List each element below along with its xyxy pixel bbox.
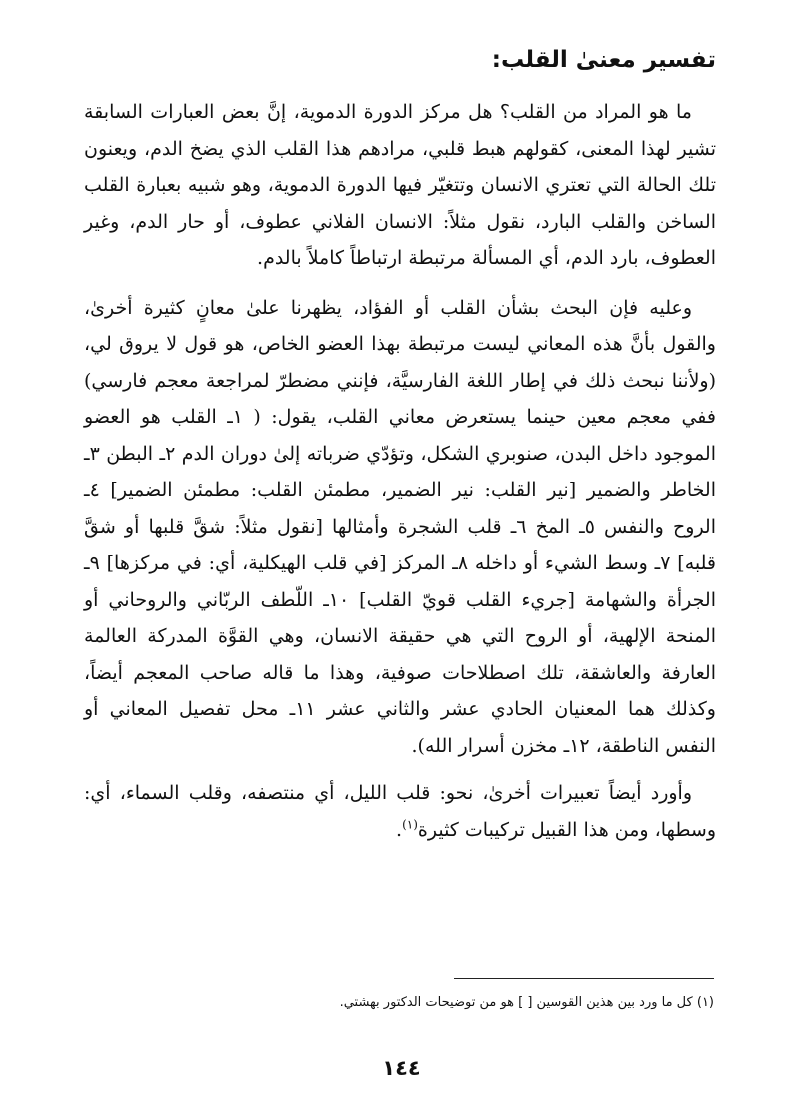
body-text: [84, 94, 716, 848]
footnote: (١) كل ما ورد بين هذين القوسين [ ] هو من توضيحات الدكتور بهشتي.: [339, 995, 714, 1010]
section-heading: تفسير معنىٰ القلب:: [491, 47, 716, 73]
paragraph-2: وعليه فإن البحث بشأن القلب أو الفؤاد، يظهرنا علىٰ معانٍ كثيرة أخرىٰ، والقول بأنَّ هذه المعاني ليست مرتبطة بهذا العضو الخاص، هو قول لا يروق لي، (ولأننا نبحث ذلك في إطار اللغة الفارسيَّة، فإنني مضطرّ لمراجعة معجم فارسي) ففي معجم معين حينما يستعرض معاني القلب، يقول: ( ١ـ القلب هو العضو الموجود داخل البدن، صنوبري الشكل، وتؤدّي ضرباته إلىٰ دوران الدم ٢ـ البطن ٣ـ الخاطر والضمير [نير القلب: نير الضمير، مطمئن القلب: مطمئن الضمير] ٤ـ الروح والنفس ٥ـ المخ ٦ـ قلب الشجرة وأمثالها [نقول مثلاً: شقَّ قلبها أو شقَّ قلبه] ٧ـ وسط الشيء أو داخله ٨ـ المركز [في قلب الهيكلية، أي: في مركزها] ٩ـ الجرأة والشهامة [جريء القلب قويّ القلب] ١٠ـ اللّطف الربّاني والروحاني أو المنحة الإلهية، أو الروح التي هي حقيقة الانسان، وهي القوَّة المدركة العالمة العارفة والعاشقة، تلك اصطلاحات صوفية، وهذا ما قاله صاحب المعجم أيضاً، وكذلك هما المعنيان الحادي عشر والثاني عشر ١١ـ محل تفصيل المعاني أو النفس الناطقة، ١٢ـ مخزن أسرار الله).: [84, 296, 716, 757]
paragraph-1: ما هو المراد من القلب؟ هل مركز الدورة الدموية، إنَّ بعض العبارات السابقة تشير لهذا المعنى، كقولهم هبط قلبي، مرادهم هذا القلب الذي يضخ الدم، ويعنون تلك الحالة التي تعتري الانسان وتتغيّر فيها الدورة الدموية، وهو شبيه بعبارة القلب الساخن والقلب البارد، نقول مثلاً: الانسان الفلاني عطوف، أو حار الدم، وغير العطوف، بارد الدم، أي المسألة مرتبطة ارتباطاً كاملاً بالدم.: [84, 101, 716, 269]
paragraph-3: [84, 775, 716, 848]
paragraph-3-text: وأورد أيضاً تعبيرات أخرىٰ، نحو: قلب الليل، أي منتصفه، وقلب السماء، أي: وسطها، ومن هذا القبيل تركيبات كثيرة: [84, 782, 716, 841]
paragraph-3-end: .: [396, 818, 403, 841]
page-number: ١٤٤: [382, 1056, 421, 1080]
footnote-divider: [454, 978, 714, 979]
footnote-marker[interactable]: (١): [402, 817, 418, 832]
